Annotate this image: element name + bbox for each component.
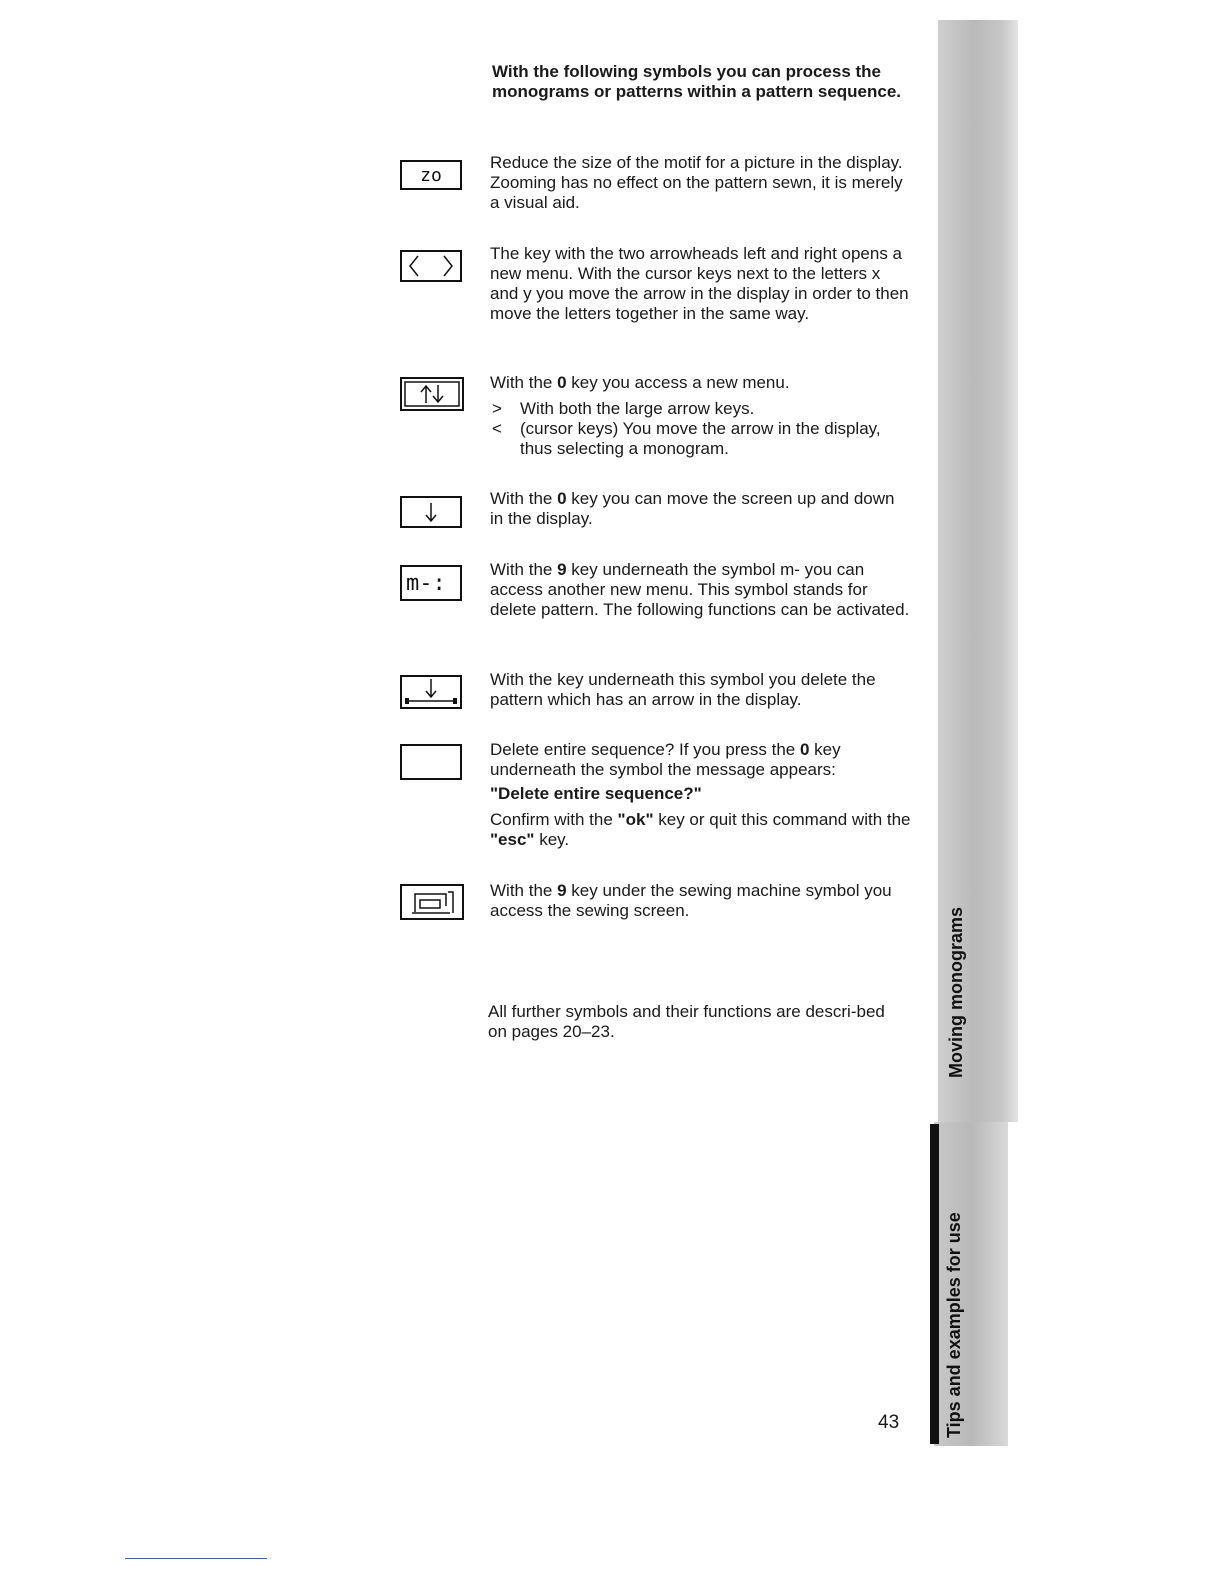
active-tab-marker xyxy=(930,1124,939,1444)
arrowheads-left-right-icon xyxy=(400,250,462,282)
entry-delete-pattern xyxy=(490,670,912,710)
entry-zoom xyxy=(490,153,912,213)
entry-text: Delete entire sequence? If you press the 0 key underneath the symbol the message appears: xyxy=(490,740,841,779)
entry-text: With the 9 key underneath the symbol m- you can access another new menu. This symbol stands for delete pattern. The following functions can be activated. xyxy=(490,560,910,619)
footnote-rule xyxy=(125,1558,267,1559)
entry-confirm-text: Confirm with the "ok" key or quit this command with the "esc" key. xyxy=(490,810,911,849)
list-item: > With both the large arrow keys. xyxy=(492,399,755,418)
arrow-down-icon xyxy=(400,496,462,528)
delete-pattern-icon: m-: xyxy=(400,565,462,601)
entry-text: With the key underneath this symbol you delete the pattern which has an arrow in the display. xyxy=(490,670,876,709)
side-tab-tips-and-examples: Tips and examples for use xyxy=(944,1212,964,1438)
entry-text: With the 0 key you can move the screen up and down in the display. xyxy=(490,489,895,528)
delete-arrow-icon xyxy=(400,675,462,709)
zoom-icon: zo xyxy=(400,160,462,190)
entry-arrows-menu xyxy=(490,373,912,459)
blank-key-icon xyxy=(400,744,462,780)
entry-arrowheads xyxy=(490,244,912,324)
further-symbols-note: All further symbols and their functions are descri-bed on pages 20–23. xyxy=(488,1002,885,1041)
entry-text: Reduce the size of the motif for a picture in the display. Zooming has no effect on the pattern sewn, it is merely a visual aid. xyxy=(490,153,903,212)
entry-delete-menu xyxy=(490,560,912,620)
entry-intro: With the 0 key you access a new menu. xyxy=(490,373,790,392)
section-heading: With the following symbols you can process the monograms or patterns within a pattern sequence. xyxy=(492,62,902,101)
sewing-machine-icon xyxy=(400,884,464,920)
list-item: < (cursor keys) You move the arrow in the display, thus selecting a monogram. xyxy=(492,419,881,458)
side-tab-moving-monograms: Moving monograms xyxy=(946,906,966,1078)
entry-screen-scroll xyxy=(490,489,912,529)
page-number: 43 xyxy=(878,1412,900,1433)
entry-text: The key with the two arrowheads left and right opens a new menu. With the cursor keys next to the letters x and y you move the arrow in the display in order to then move the letters together in the same way. xyxy=(490,244,909,323)
entry-sewing-screen xyxy=(490,881,912,921)
entry-delete-sequence xyxy=(490,740,912,850)
entry-text: With the 9 key under the sewing machine symbol you access the sewing screen. xyxy=(490,881,892,920)
message-text: "Delete entire sequence?" xyxy=(490,784,702,803)
arrows-up-down-icon xyxy=(400,377,464,411)
